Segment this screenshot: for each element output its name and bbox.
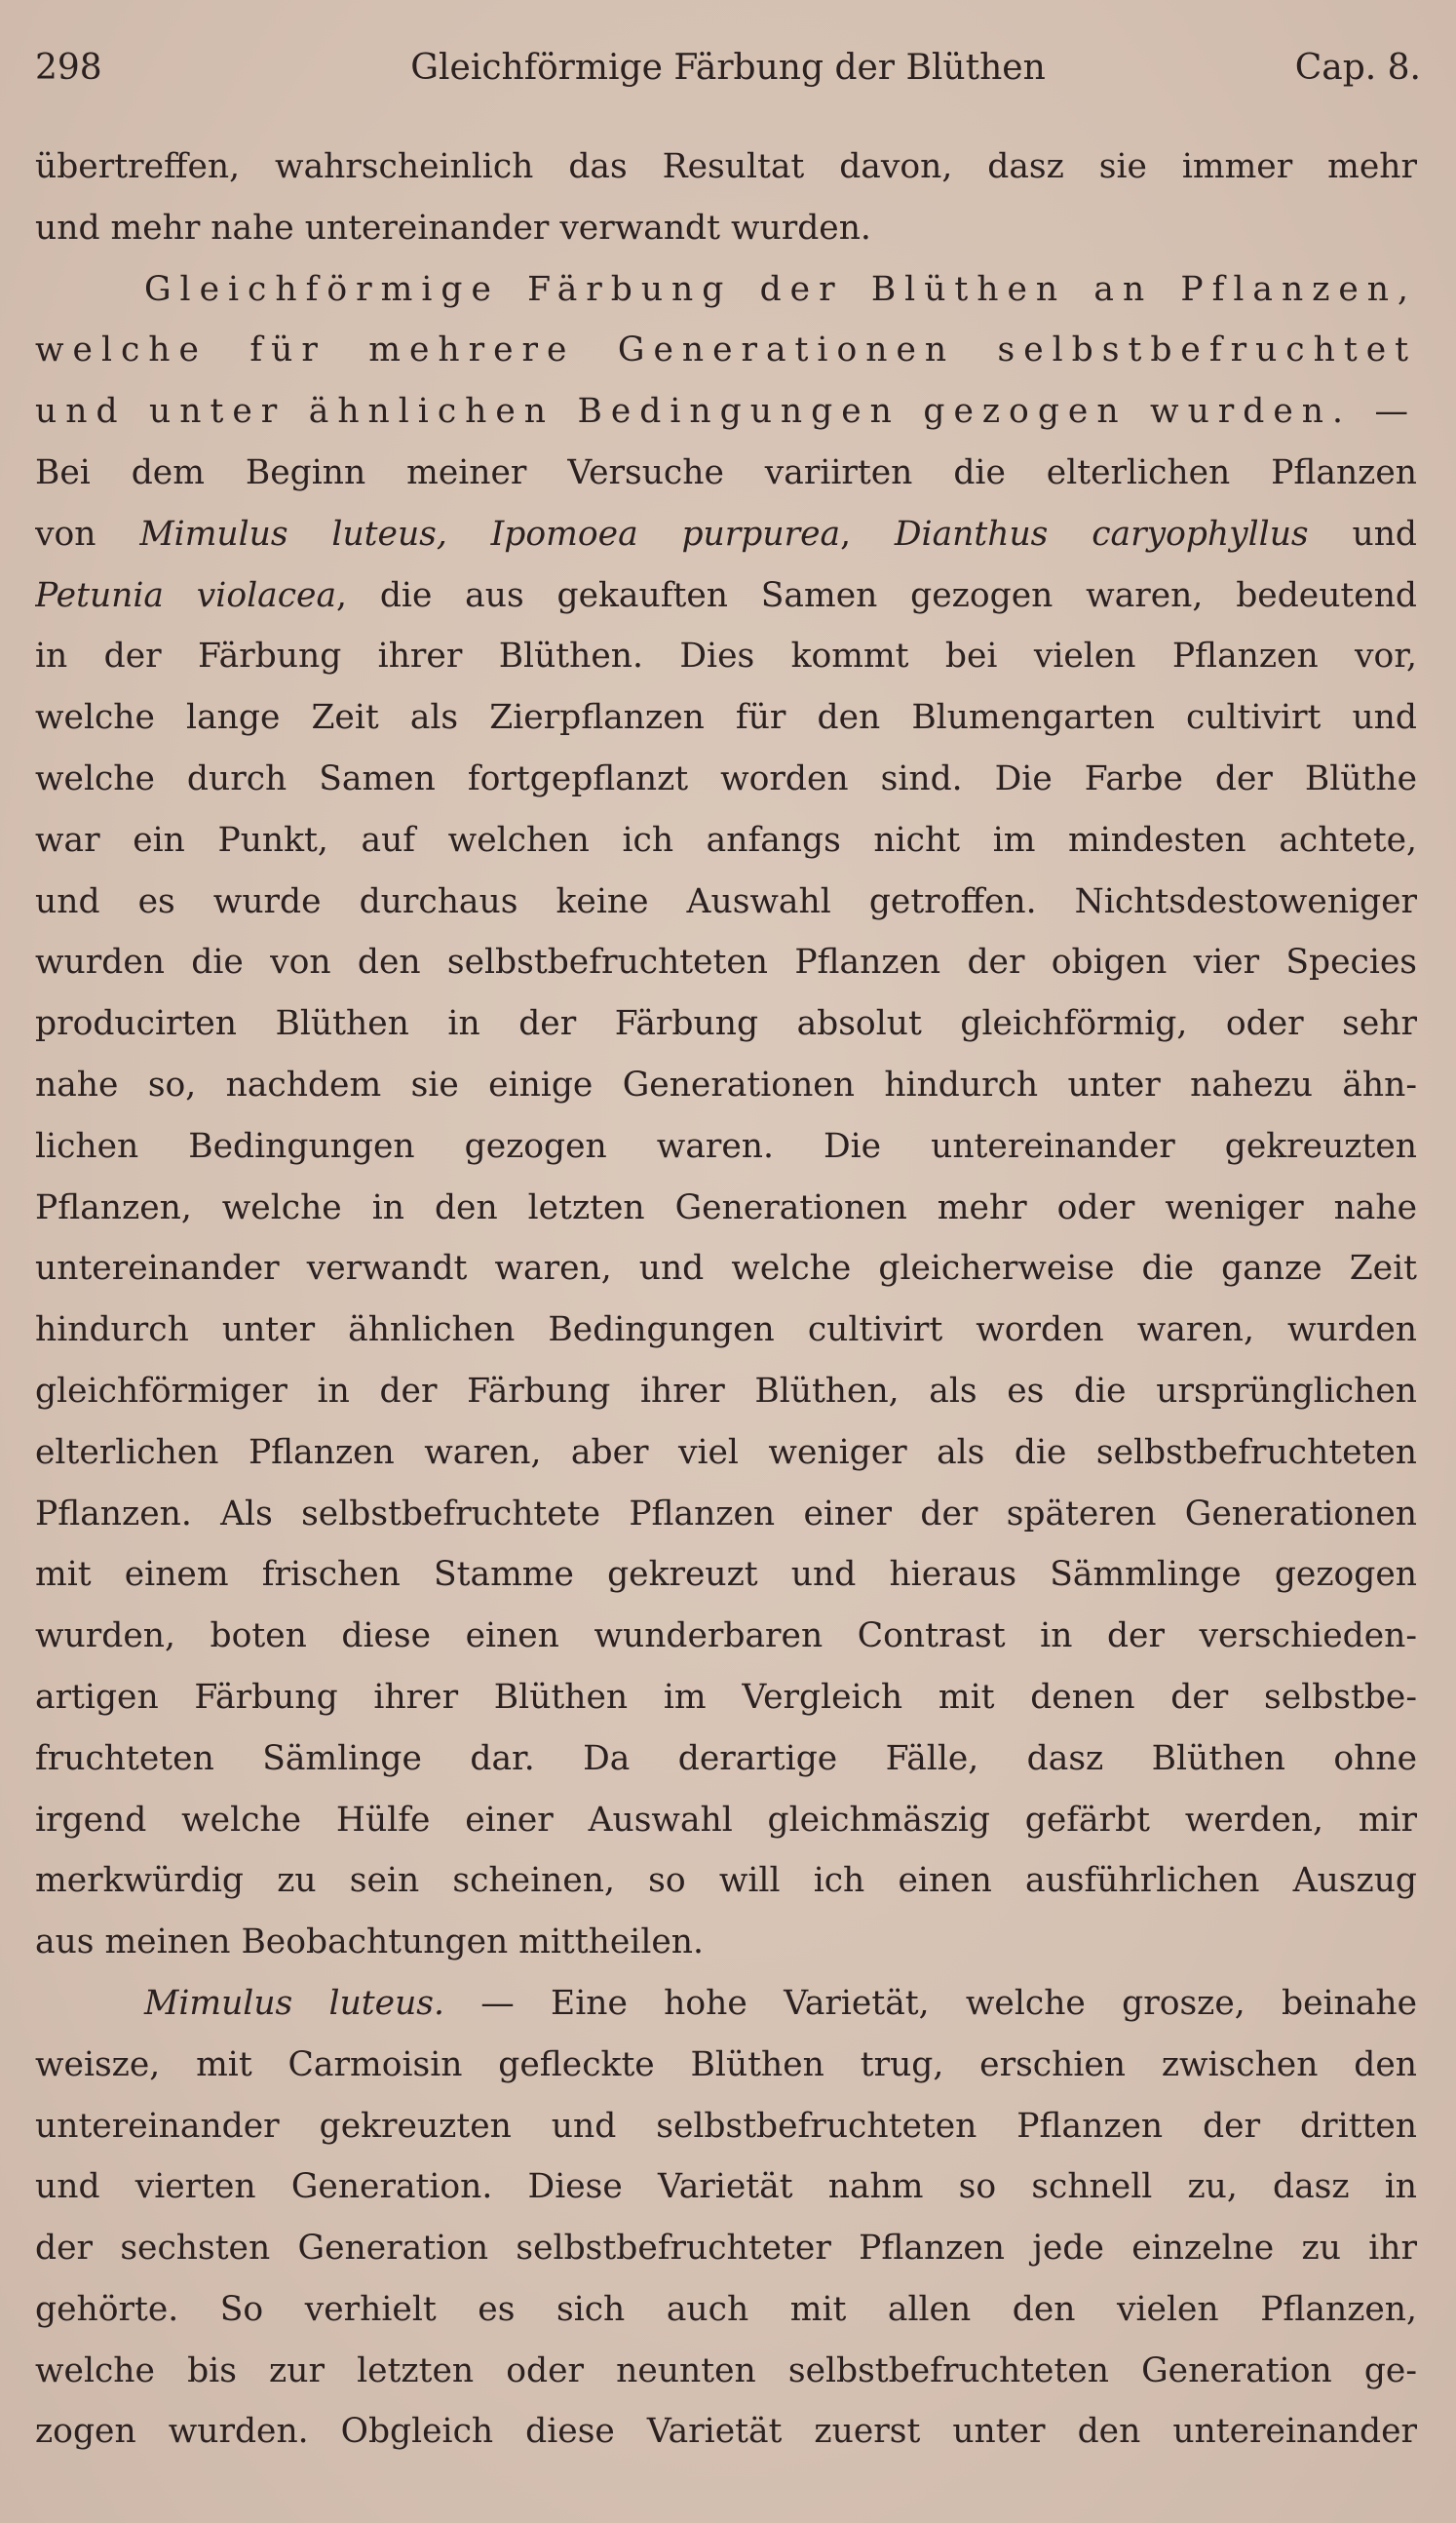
running-title: Gleichförmige Färbung der Blüthen [410, 48, 1046, 88]
text-line: zogen wurden. Obgleich diese Varietät zuerst unter den untereinander [35, 2412, 1417, 2452]
text-line: lichen Bedingungen gezogen waren. Die untereinander gekreuzten [35, 1126, 1417, 1166]
text-line: war ein Punkt, auf welchen ich anfangs nicht im mindesten achtete, [35, 820, 1417, 860]
text-line: producirten Blüthen in der Färbung absolut gleichförmig, oder sehr [35, 1004, 1417, 1044]
text-line: Mimulus luteus. — Eine hohe Varietät, welche grosze, beinahe [144, 1983, 1417, 2023]
text-line: weisze, mit Carmoisin gefleckte Blüthen trug, erschien zwischen den [35, 2044, 1417, 2084]
section-heading-line: Gleichförmige Färbung der Blüthen an Pflanzen, [144, 269, 1417, 309]
text-line: untereinander verwandt waren, und welche gleicherweise die ganze Zeit [35, 1249, 1417, 1289]
chapter-label: Cap. 8. [1294, 48, 1421, 88]
text-line: aus meinen Beobachtungen mittheilen. [35, 1922, 704, 1962]
page-number: 298 [35, 48, 102, 88]
text-line: welche durch Samen fortgepflanzt worden sind. Die Farbe der Blüthe [35, 758, 1417, 798]
text-line: und vierten Generation. Diese Varietät nahm so schnell zu, dasz in [35, 2167, 1417, 2207]
text-line: gehörte. So verhielt es sich auch mit allen den vielen Pflanzen, [35, 2289, 1417, 2329]
text-line: wurden, boten diese einen wunderbaren Contrast in der verschieden- [35, 1616, 1417, 1656]
text-line: mit einem frischen Stamme gekreuzt und hieraus Sämmlinge gezogen [35, 1555, 1417, 1595]
text-line: hindurch unter ähnlichen Bedingungen cultivirt worden waren, wurden [35, 1310, 1417, 1350]
text-line: und es wurde durchaus keine Auswahl getroffen. Nichtsdestoweniger [35, 881, 1417, 921]
text-line: Petunia violacea, die aus gekauften Samen gezogen waren, bedeutend [35, 575, 1417, 615]
text-line: Pflanzen. Als selbstbefruchtete Pflanzen einer der späteren Generationen [35, 1494, 1417, 1533]
text-line: wurden die von den selbstbefruchteten Pflanzen der obigen vier Species [35, 943, 1417, 983]
text-line: welche lange Zeit als Zierpflanzen für den Blumengarten cultivirt und [35, 698, 1417, 738]
species-name: Mimulus luteus, Ipomoea purpurea [139, 514, 841, 554]
text-line: und mehr nahe untereinander verwandt wurden. [35, 208, 871, 248]
text-line: untereinander gekreuzten und selbstbefruchteten Pflanzen der dritten [35, 2106, 1417, 2146]
text-line: Bei dem Beginn meiner Versuche variirten die elterlichen Pflanzen [35, 452, 1417, 492]
page-body-text [35, 136, 1417, 2463]
text-line: der sechsten Generation selbstbefruchteter Pflanzen jede einzelne zu ihr [35, 2229, 1417, 2269]
text-line: artigen Färbung ihrer Blüthen im Vergleich mit denen der selbstbe- [35, 1677, 1417, 1717]
text-line: in der Färbung ihrer Blüthen. Dies kommt bei vielen Pflanzen vor, [35, 637, 1417, 677]
text-line: irgend welche Hülfe einer Auswahl gleichmäszig gefärbt werden, mir [35, 1800, 1417, 1840]
text-line: welche bis zur letzten oder neunten selbstbefruchteten Generation ge- [35, 2350, 1417, 2390]
text-line: übertreffen, wahrscheinlich das Resultat davon, dasz sie immer mehr [35, 147, 1417, 186]
text-line: fruchteten Sämlinge dar. Da derartige Fälle, dasz Blüthen ohne [35, 1738, 1417, 1778]
text-line: gleichförmiger in der Färbung ihrer Blüthen, als es die ursprünglichen [35, 1371, 1417, 1411]
section-heading-line: und unter ähnlichen Bedingungen gezogen wurden. — [35, 392, 1417, 432]
text-line: Pflanzen, welche in den letzten Generationen mehr oder weniger nahe [35, 1187, 1417, 1227]
species-name: Petunia violacea [35, 575, 337, 615]
text-line: von Mimulus luteus, Ipomoea purpurea, Dianthus caryophyllus und [35, 514, 1417, 554]
text-line: merkwürdig zu sein scheinen, so will ich einen ausführlichen Auszug [35, 1861, 1417, 1901]
text-line: elterlichen Pflanzen waren, aber viel weniger als die selbstbefruchteten [35, 1432, 1417, 1472]
section-heading-line: welche für mehrere Generationen selbstbefruchtet [35, 330, 1417, 370]
text-line: nahe so, nachdem sie einige Generationen hindurch unter nahezu ähn- [35, 1065, 1417, 1105]
species-name: Dianthus caryophyllus [894, 514, 1309, 554]
page-header [35, 41, 1421, 96]
species-name: Mimulus luteus. [144, 1983, 444, 2023]
